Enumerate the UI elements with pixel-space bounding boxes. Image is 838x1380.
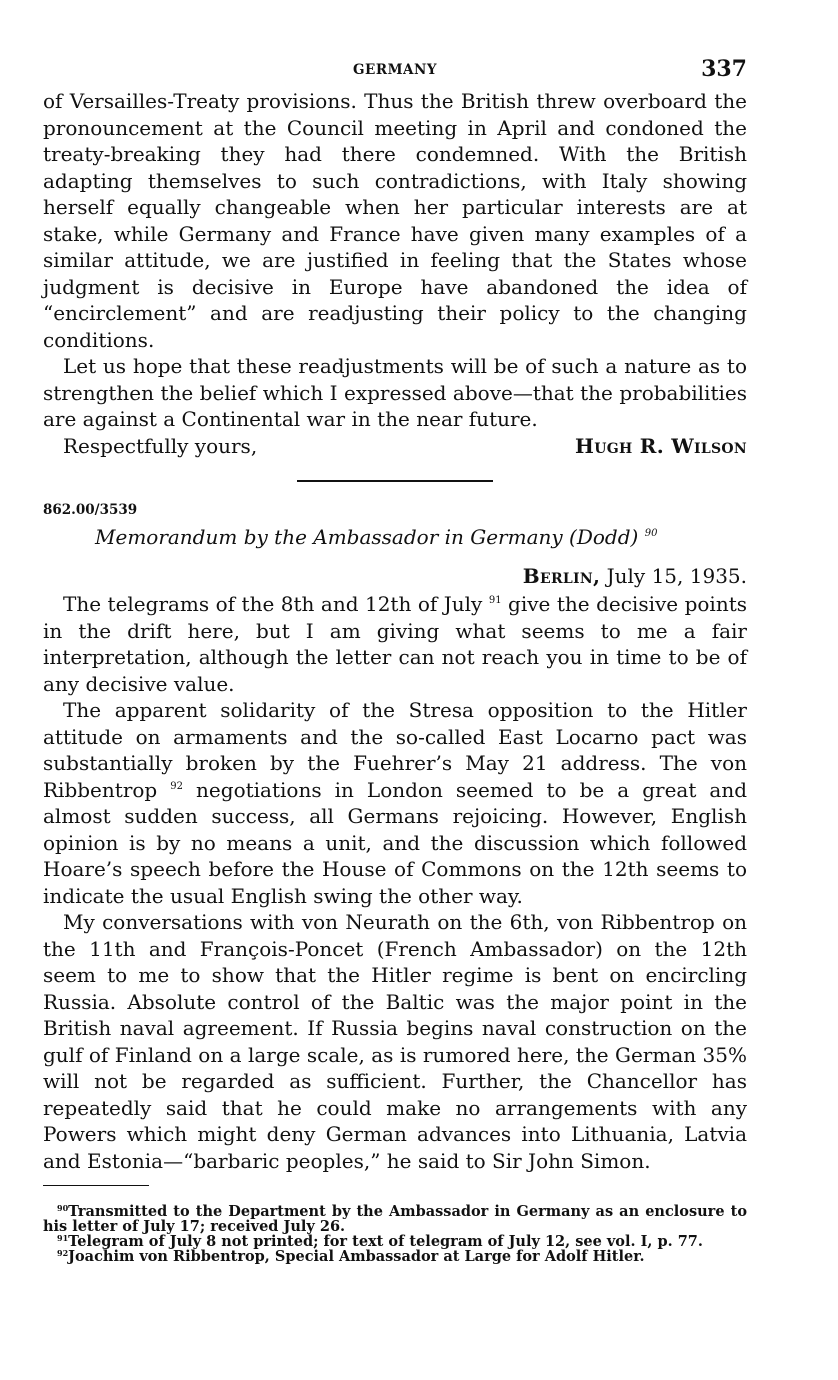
date-city: Berlin, [522, 564, 601, 588]
memo-title-text: Memorandum by the Ambassador in Germany (Dodd) [95, 525, 639, 549]
file-number: 862.00/3539 [43, 502, 138, 518]
footnote-divider [43, 1185, 149, 1186]
signature: Hugh R. Wilson [575, 433, 747, 458]
footnote-mark: 91 [57, 1233, 69, 1243]
footnote-text: Transmitted to the Department by the Ambassador in Germany as an enclosure to his letter of July 17; received July 26. [43, 1203, 747, 1235]
footnote-ref-91[interactable]: 91 [488, 595, 502, 606]
memo-p2-text-a: The apparent solidarity of the Stresa opposition to the Hitler attitude on armaments and the so-called East Locarno pact was substantially broken by the Fuehrer’s May 21 address. The von Ribbentrop [43, 698, 747, 802]
footnote-text: Joachim von Ribbentrop, Special Ambassador at Large for Adolf Hitler. [68, 1248, 645, 1265]
section-divider [297, 480, 493, 482]
footnote-mark: 92 [57, 1248, 69, 1258]
closing-phrase: Respectfully yours, [63, 433, 258, 458]
memo-p1-text-b: give the decisive points in the drift here, but I am giving what seems to me a fair interpretation, although the letter can not reach you in time to be of any decisive value. [43, 592, 748, 696]
footnote-90 [43, 1204, 747, 1234]
page-header [43, 56, 747, 88]
memo-title [43, 524, 747, 550]
dateline [43, 563, 747, 589]
footnote-text: Telegram of July 8 not printed; for text of telegram of July 12, see vol. I, p. 77. [68, 1233, 703, 1250]
footnote-ref-90[interactable]: 90 [644, 528, 658, 539]
memo-paragraph-2 [43, 697, 747, 909]
document-page [43, 56, 747, 1264]
page-number: 337 [701, 56, 747, 82]
date: July 15, 1935. [606, 564, 747, 588]
memo-p1-text-a: The telegrams of the 8th and 12th of July [63, 592, 483, 616]
memo-paragraph-3: My conversations with von Neurath on the 6th, von Ribbentrop on the 11th and François-Poncet (French Ambassador) on the 12th seem to me to show that the Hitler regime is bent on encircling Russia. Absolute control of the Baltic was the major point in the British naval agreement. If Russia begins naval construction on the gulf of Finland on a large scale, as is rumored here, the German 35% will not be regarded as sufficient. Further, the Chancellor has repeatedly said that he could make no arrangements with any Powers which might deny German advances into Lithuania, Latvia and Estonia—“barbaric peoples,” he said to Sir John Simon. [43, 910, 747, 1173]
letter-paragraph-2: Let us hope that these readjustments will be of such a nature as to strengthen the belief which I expressed above—that the probabilities are against a Continental war in the near future. [43, 354, 747, 431]
letter-paragraph-1: of Versailles-Treaty provisions. Thus the British threw overboard the pronouncement at the Council meeting in April and condoned the treaty-breaking they had there condemned. With the British adapting themselves to such contradictions, with Italy showing herself equally changeable when her particular interests are at stake, while Germany and France have given many examples of a similar attitude, we are justified in feeling that the States whose judgment is decisive in Europe have abandoned the idea of “encirclement” and are readjusting their policy to the changing conditions. [43, 89, 747, 352]
footnote-92 [43, 1249, 747, 1264]
memo-paragraph-1 [43, 591, 747, 697]
running-head: GERMANY [353, 62, 437, 78]
footnote-mark: 90 [57, 1203, 69, 1213]
letter-closing [43, 433, 747, 460]
memo-p2-text-b: negotiations in London seemed to be a great and almost sudden success, all Germans rejoicing. However, English opinion is by no means a unit, and the discussion which followed Hoare’s speech before the House of Commons on the 12th seems to indicate the usual English swing the other way. [43, 777, 748, 908]
footnote-ref-92[interactable]: 92 [170, 780, 183, 792]
footnote-91 [43, 1234, 747, 1249]
